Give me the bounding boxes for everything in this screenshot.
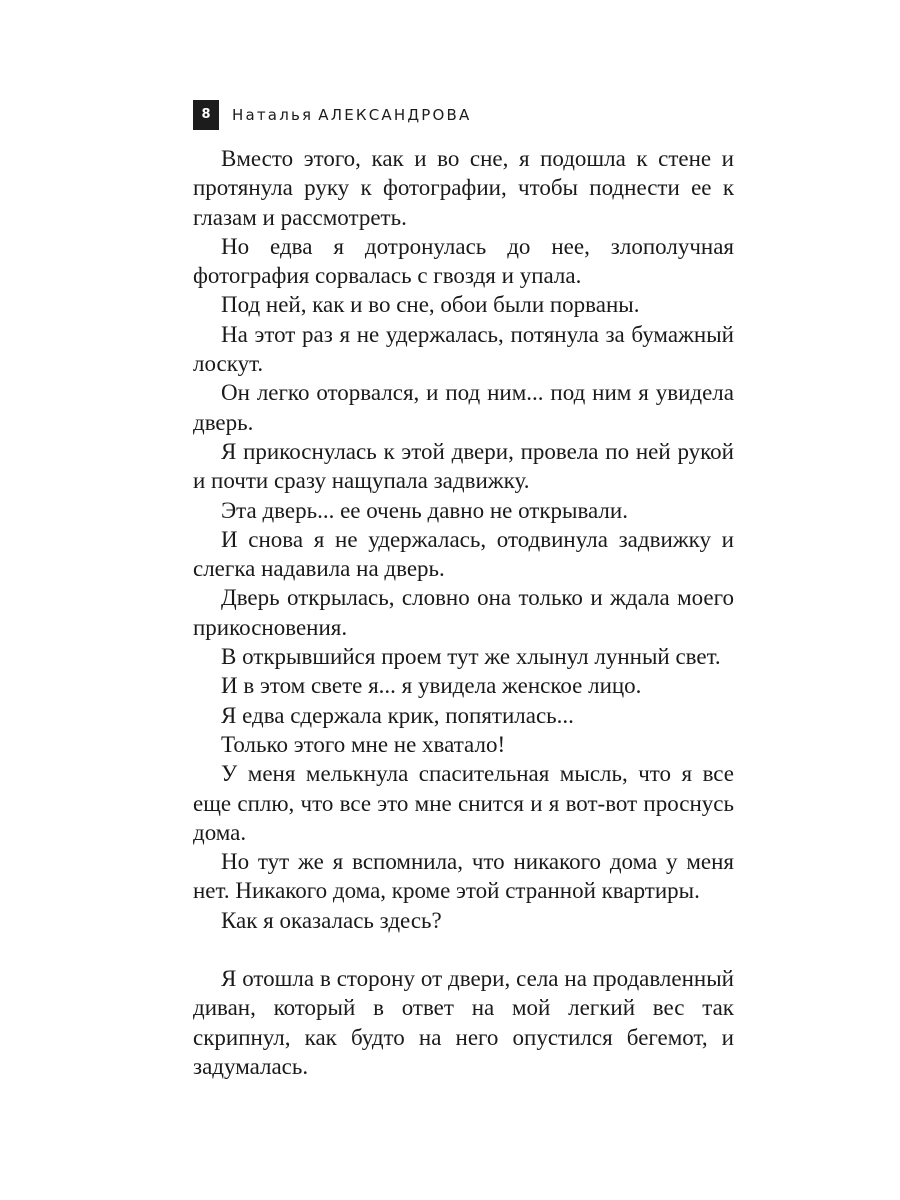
paragraph: Я прикоснулась к этой двери, провела по ней рукой и почти сразу нащупала задвижку. <box>193 438 734 494</box>
paragraph: И снова я не удержалась, отодвинула задвижку и слегка надавила на дверь. <box>193 526 734 582</box>
page-number: 8 <box>193 100 219 130</box>
paragraph: Но тут же я вспомнила, что никакого дома у меня нет. Никакого дома, кроме этой странной квартиры. <box>193 849 734 904</box>
paragraph: Вместо этого, как и во сне, я подошла к стене и протянула руку к фотографии, чтобы поднести ее к глазам и рассмотреть. <box>193 146 734 230</box>
paragraph: Только этого мне не хватало! <box>221 731 506 757</box>
paragraph: Эта дверь... ее очень давно не открывали. <box>221 497 628 523</box>
author-first-name: Наталья <box>232 106 314 124</box>
body-text <box>193 144 734 1081</box>
paragraph: Я едва сдержала крик, попятилась... <box>221 702 574 728</box>
author-last-name: АЛЕКСАНДРОВА <box>318 106 472 124</box>
running-header <box>193 100 471 130</box>
running-title <box>232 106 471 124</box>
paragraph: На этот раз я не удержалась, потянула за бумажный лоскут. <box>193 321 734 377</box>
paragraph: Но едва я дотронулась до нее, злополучная фотография сорвалась с гвоздя и упала. <box>193 233 734 289</box>
paragraph: Он легко оторвался, и под ним... под ним я увидела дверь. <box>193 380 734 435</box>
paragraph: Под ней, как и во сне, обои были порваны. <box>221 292 640 318</box>
paragraph: И в этом свете я... я увидела женское лицо. <box>221 673 642 699</box>
paragraph: Как я оказалась здесь? <box>221 907 442 933</box>
paragraph: Дверь открылась, словно она только и ждала моего прикосновения. <box>193 585 734 640</box>
paragraph: У меня мелькнула спасительная мысль, что я все еще сплю, что все это мне снится и я вот-вот проснусь дома. <box>193 761 734 845</box>
paragraph: В открывшийся проем тут же хлынул лунный свет. <box>221 644 721 670</box>
paragraph: Я отошла в сторону от двери, села на продавленный диван, который в ответ на мой легкий вес так скрипнул, как будто на него опустился бегемот, и задумалась. <box>193 966 734 1079</box>
